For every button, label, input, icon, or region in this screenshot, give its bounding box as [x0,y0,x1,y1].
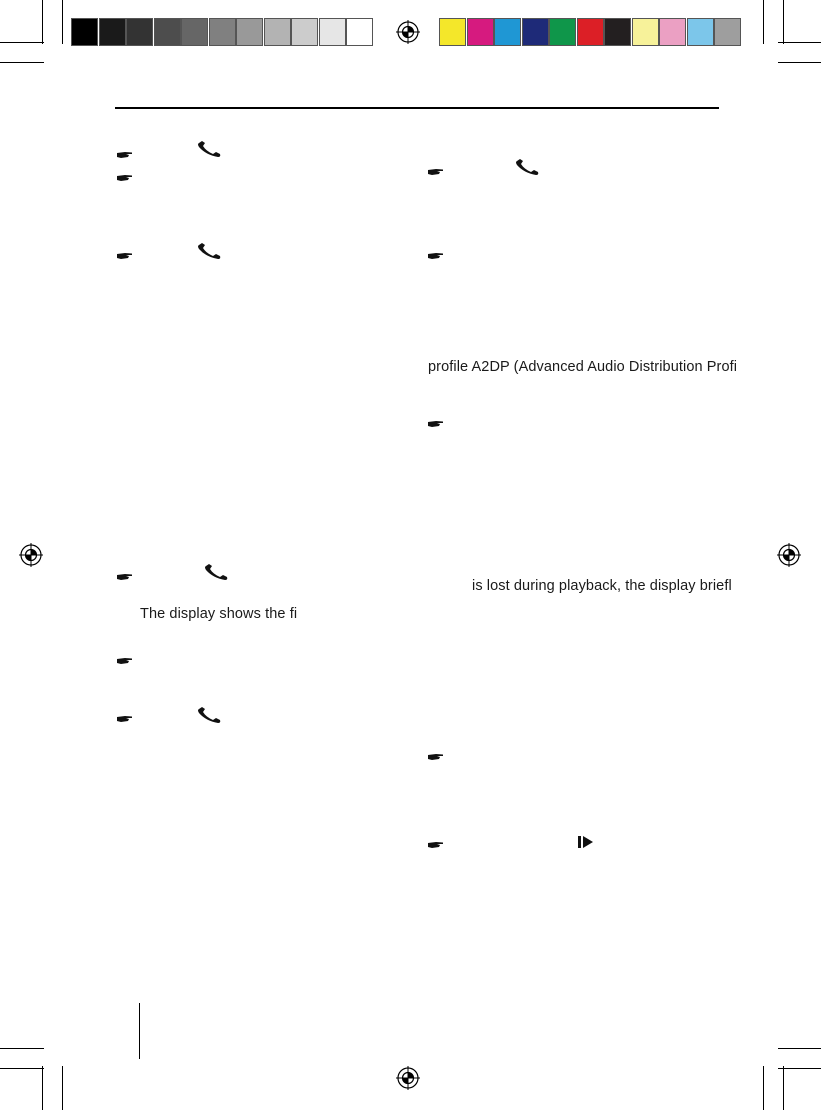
color-swatch [494,18,521,46]
pointing-hand-icon [428,840,444,850]
color-swatch [659,18,686,46]
color-swatch [604,18,631,46]
grayscale-swatch [264,18,291,46]
color-swatch [714,18,741,46]
grayscale-swatch [291,18,318,46]
color-swatch [467,18,494,46]
a2dp-profile-text: profile A2DP (Advanced Audio Distribution Profi [428,359,738,375]
telephone-handset-icon [514,159,540,177]
telephone-handset-icon [196,243,222,261]
display-shows-text: The display shows the fi [140,606,298,622]
pointing-hand-icon [117,251,133,261]
grayscale-swatch [126,18,153,46]
grayscale-swatch [154,18,181,46]
registration-mark-icon [19,543,43,567]
color-swatch [632,18,659,46]
grayscale-swatch [71,18,98,46]
telephone-handset-icon [196,707,222,725]
pointing-hand-icon [428,167,444,177]
footer-rule [139,1003,140,1059]
grayscale-swatch [346,18,373,46]
color-swatch [522,18,549,46]
pointing-hand-icon [117,714,133,724]
grayscale-swatch [319,18,346,46]
header-rule [115,107,719,109]
pointing-hand-icon [117,656,133,666]
grayscale-swatch [236,18,263,46]
pointing-hand-icon [428,251,444,261]
play-pause-icon [577,834,595,850]
color-swatch [439,18,466,46]
registration-mark-icon [777,543,801,567]
pointing-hand-icon [117,173,133,183]
color-swatch [549,18,576,46]
pointing-hand-icon [117,572,133,582]
connection-lost-text: is lost during playback, the display briefl [472,578,732,594]
grayscale-swatch [209,18,236,46]
pointing-hand-icon [428,419,444,429]
grayscale-swatch [99,18,126,46]
pointing-hand-icon [117,150,133,160]
color-swatch [577,18,604,46]
grayscale-swatch [181,18,208,46]
pointing-hand-icon [428,752,444,762]
telephone-handset-icon [196,141,222,159]
color-swatch [687,18,714,46]
telephone-handset-icon [203,564,229,582]
registration-mark-icon [396,1066,420,1090]
registration-mark-icon [396,20,420,44]
